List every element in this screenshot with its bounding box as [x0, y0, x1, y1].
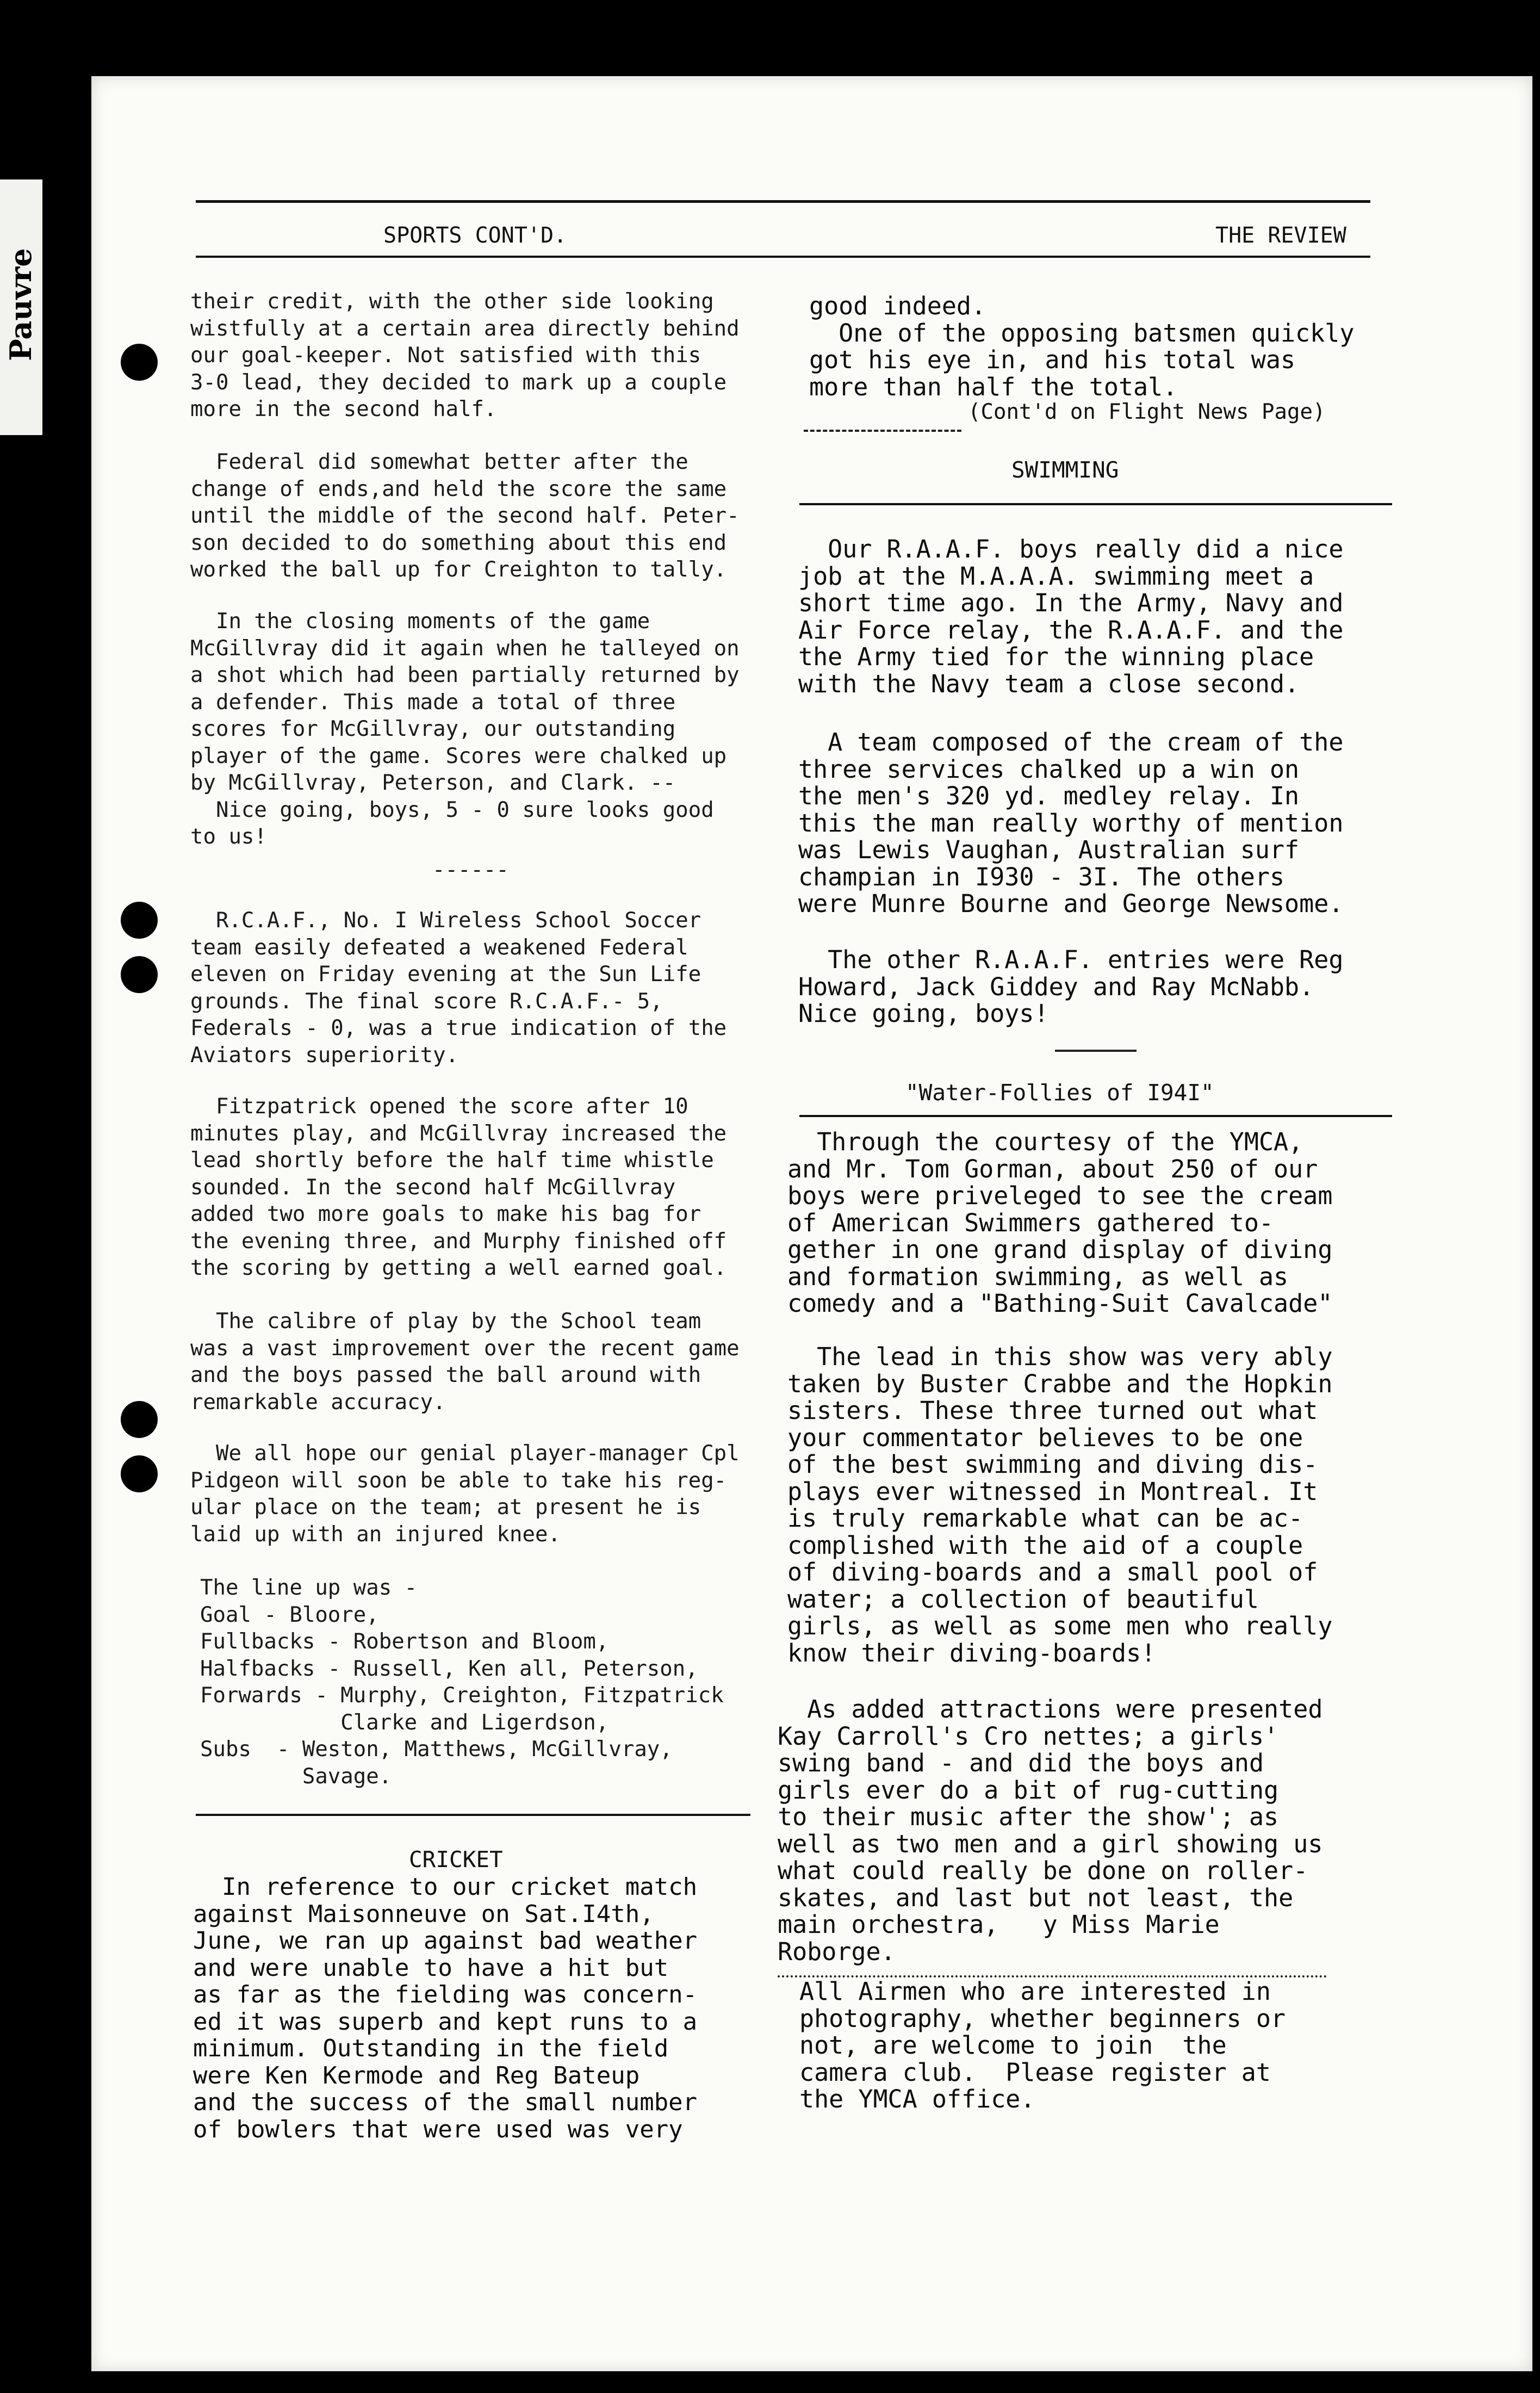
left-para-3: In the closing moments of the game McGillvray did it again when he talleyed on a shot which had been partially returned by a defender. This made a total of three scores for McGillvray, our outstanding player of the game. Scores were chalked up by McGillvray, Peterson, and Clark. -- Nice going, boys, 5 - 0 sure looks good to us! — [190, 609, 740, 849]
swimming-para-1: Our R.A.A.F. boys really did a nice job at the M.A.A.A. swimming meet a short time ago. In the Army, Navy and Air Force relay, the R.A.A.F. and the the Army tied for the winning place with the Navy team a close second. — [798, 535, 1344, 698]
water-follies-para-1: Through the courtesy of the YMCA, and Mr. Tom Gorman, about 250 of our boys were priveleged to see the cream of American Swimmers gathered to- gether in one grand display of diving and formation swimming, as well as comedy and a "Bathing-Suit Cavalcade" — [787, 1127, 1333, 1318]
short-rule — [1055, 1050, 1137, 1052]
file-tab-label: Pauvre — [3, 248, 38, 361]
cricket-text: In reference to our cricket match against Maisonneuve on Sat.I4th, June, we ran up against bad weather and were unable to have a hit but as far as the fielding was concern- ed it was superb and kept runs to a minimum. Outstanding in the field were Ken Kermode and Reg Bateup and the success of the small number of bowlers that were used was very — [193, 1873, 698, 2143]
binder-hole — [121, 1401, 158, 1438]
lineup-list: The line up was - Goal - Bloore, Fullbacks - Robertson and Bloom, Halfbacks - Russell, Ken all, Peterson, Forwards - Murphy, Creighton, Fitzpatrick Clarke and Ligerdson, Subs - Weston, Matthews, McGillvray, Savage. — [200, 1576, 724, 1789]
header-publication-title: THE REVIEW — [1215, 223, 1346, 248]
cricket-continued: good indeed. One of the opposing batsmen quickly got his eye in, and his total was more than half the total. — [809, 292, 1355, 401]
header-top-rule — [196, 200, 1370, 203]
cricket-rule — [196, 1814, 750, 1816]
binder-hole — [121, 1455, 158, 1492]
camera-club-notice: All Airmen who are interested in photography, whether beginners or not, are welcome to join the camera club. Please register at the YMCA office. — [799, 1977, 1286, 2113]
water-follies-heading: "Water-Follies of I94I" — [905, 1080, 1214, 1106]
swimming-para-3: The other R.A.A.F. entries were Reg Howard, Jack Giddey and Ray McNabb. Nice going, boys! — [798, 945, 1344, 1028]
binder-hole — [121, 902, 158, 939]
left-para-1: their credit, with the other side looking wistfully at a certain area directly behind our goal-keeper. Not satisfied with this 3-0 lead, they decided to mark up a couple more in the second half. — [190, 289, 740, 421]
water-follies-para-3: As added attractions were presented Kay Carroll's Cro nettes; a girls' swing band - and did the boys and girls ever do a bit of rug-cutting to their music after the show'; as well as two men and a girl showing us what could really be done on roller- skates, and last but not least, the main orchestra, y Miss Marie Roborge. — [778, 1695, 1323, 1966]
binder-hole — [121, 956, 158, 993]
header-section-title: SPORTS CONT'D. — [383, 223, 567, 248]
binder-hole — [121, 344, 158, 381]
water-follies-rule — [799, 1115, 1392, 1117]
water-follies-para-2: The lead in this show was very ably taken by Buster Crabbe and the Hopkin sisters. These three turned out what your commentator believes to be one of the best swimming and diving dis- plays ever witnessed in Montreal. It is truly remarkable what can be ac- complished with the aid of a couple of diving-boards and a small pool of water; a collection of beautiful girls, as well as some men who really know their diving-boards! — [787, 1342, 1333, 1667]
left-para-5: Fitzpatrick opened the score after 10 minutes play, and McGillvray increased the lead shortly before the half time whistle sounded. In the second half McGillvray added two more goals to make his bag for the evening three, and Murphy finished off the scoring by getting a well earned goal. — [190, 1094, 727, 1280]
swimming-rule — [799, 503, 1392, 505]
left-para-2: Federal did somewhat better after the change of ends,and held the score the same until the middle of the second half. Peter- son decided to do something about this end worked the ball up for Creighton to tally. — [190, 450, 740, 582]
left-para-6: The calibre of play by the School team was a vast improvement over the recent game and the boys passed the ball around with remarkable accuracy. — [190, 1309, 740, 1415]
header-bottom-rule — [196, 256, 1370, 258]
left-para-7: We all hope our genial player-manager Cpl Pidgeon will soon be able to take his reg- ular place on the team; at present he is laid up with an injured knee. — [190, 1441, 740, 1547]
swimming-heading: SWIMMING — [1011, 457, 1119, 483]
dashed-rule — [804, 430, 961, 434]
swimming-para-2: A team composed of the cream of the three services chalked up a win on the men's 320 yd. medley relay. In this the man really worthy of mention was Lewis Vaughan, Australian surf champian in I930 - 3I. The others were Munre Bourne and George Newsome. — [798, 728, 1344, 918]
left-para-4: R.C.A.F., No. I Wireless School Soccer team easily defeated a weakened Federal eleven on Friday evening at the Sun Life grounds. The final score R.C.A.F.- 5, Federals - 0, was a true indication of the Aviators superiority. — [190, 908, 727, 1068]
left-separator: ------ — [432, 858, 509, 882]
cricket-heading: CRICKET — [409, 1846, 503, 1873]
continued-note: (Cont'd on Flight News Page) — [968, 400, 1326, 424]
